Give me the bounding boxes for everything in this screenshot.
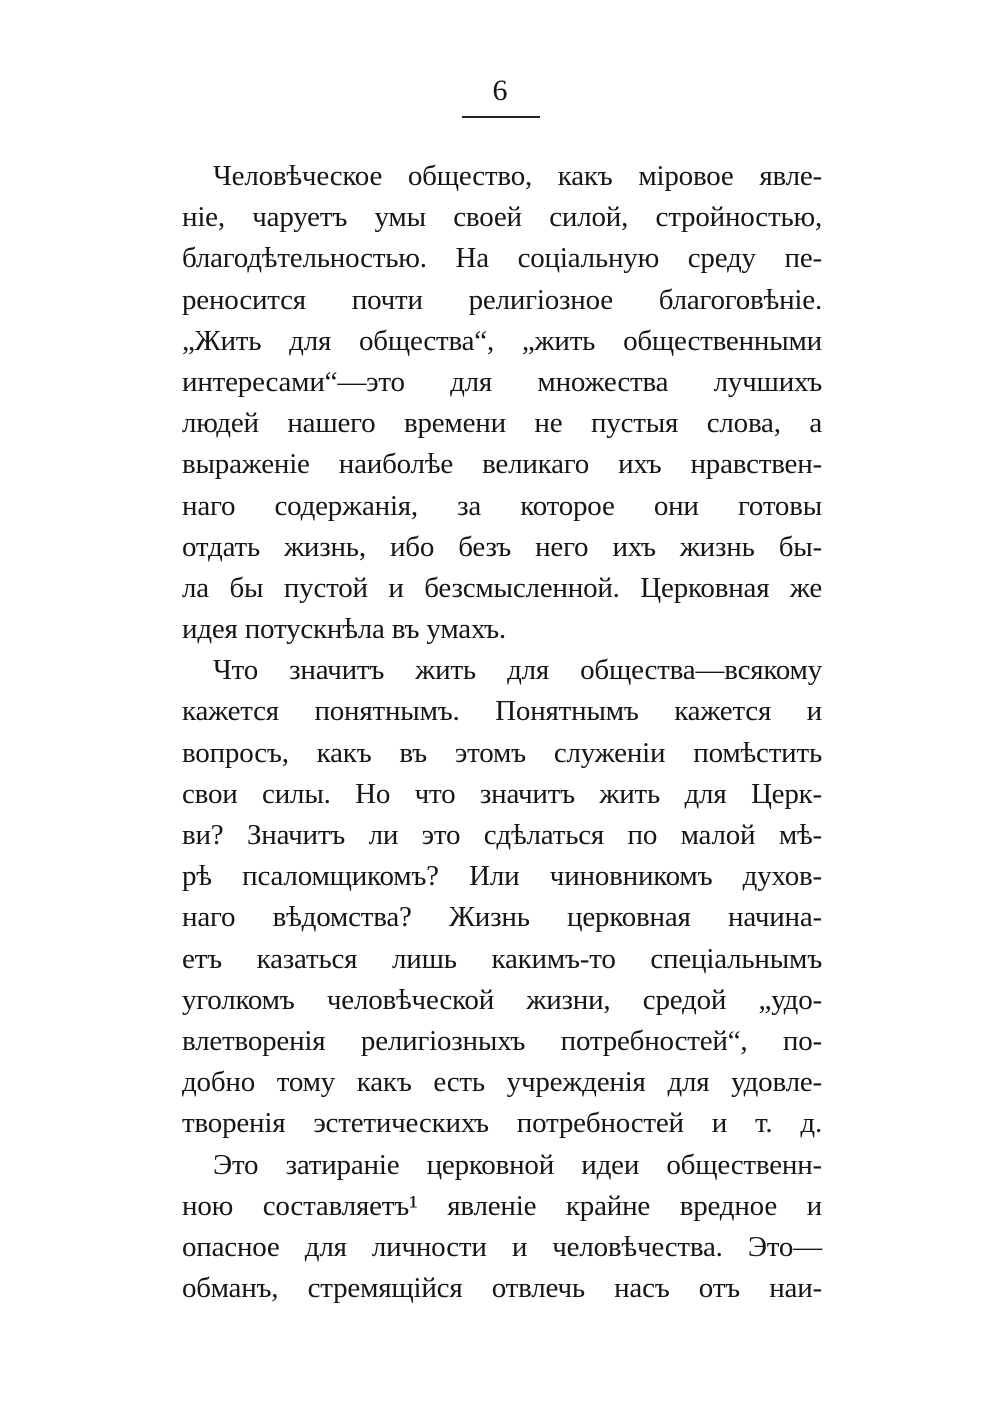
text-line: етъ казаться лишь какимъ-то спеціальнымъ	[182, 942, 822, 975]
text-line: творенія эстетическихъ потребностей и т. д.	[182, 1107, 822, 1140]
text-line: „Жить для общества“, „жить общественными	[182, 324, 822, 357]
text-line: интересами“—это для множества лучшихъ	[182, 365, 822, 398]
text-line: наго вѣдомства? Жизнь церковная начина-	[182, 901, 822, 934]
text-line: ви? Значитъ ли это сдѣлаться по малой мѣ-	[182, 819, 822, 851]
text-line: вопросъ, какъ въ этомъ служеніи помѣстить	[182, 736, 822, 769]
text-line: отдать жизнь, ибо безъ него ихъ жизнь бы-	[182, 530, 822, 563]
text-line: Это затираніе церковной идеи общественн-	[213, 1148, 822, 1181]
body-text	[182, 156, 822, 1309]
text-line: опасное для личности и человѣчества. Это—	[182, 1230, 822, 1263]
text-line: выраженіе наиболѣе великаго ихъ нравствен-	[182, 448, 822, 481]
text-line: рѣ псаломщикомъ? Или чиновникомъ духов-	[182, 860, 822, 893]
text-line: влетворенія религіозныхъ потребностей“, по-	[182, 1024, 822, 1057]
text-line: благодѣтельностью. На соціальную среду пе-	[182, 242, 822, 275]
header-rule	[462, 116, 540, 118]
text-line: Что значитъ жить для общества—всякому	[213, 654, 822, 687]
text-line: людей нашего времени не пустыя слова, а	[182, 407, 822, 440]
text-line: наго содержанія, за которое они готовы	[182, 489, 822, 522]
text-line: реносится почти религіозное благоговѣніе.	[182, 283, 822, 316]
text-line: уголкомъ человѣческой жизни, средой „удо-	[182, 983, 822, 1016]
text-line: обманъ, стремящійся отвлечь насъ отъ наи-	[182, 1272, 822, 1305]
text-line: Человѣческое общество, какъ міровое явле-	[213, 160, 822, 192]
text-line: ною составляетъ¹ явленіе крайне вредное и	[182, 1189, 822, 1222]
page-number: 6	[492, 74, 508, 107]
text-line: кажется понятнымъ. Понятнымъ кажется и	[182, 695, 822, 728]
text-line: свои силы. Но что значитъ жить для Церк-	[182, 777, 822, 810]
text-line: идея потускнѣла въ умахъ.	[182, 613, 506, 646]
text-line: ніе, чаруетъ умы своей силой, стройностью,	[182, 201, 822, 234]
text-line: ла бы пустой и безсмысленной. Церковная же	[182, 571, 822, 604]
text-line: добно тому какъ есть учрежденія для удовле-	[182, 1066, 822, 1099]
